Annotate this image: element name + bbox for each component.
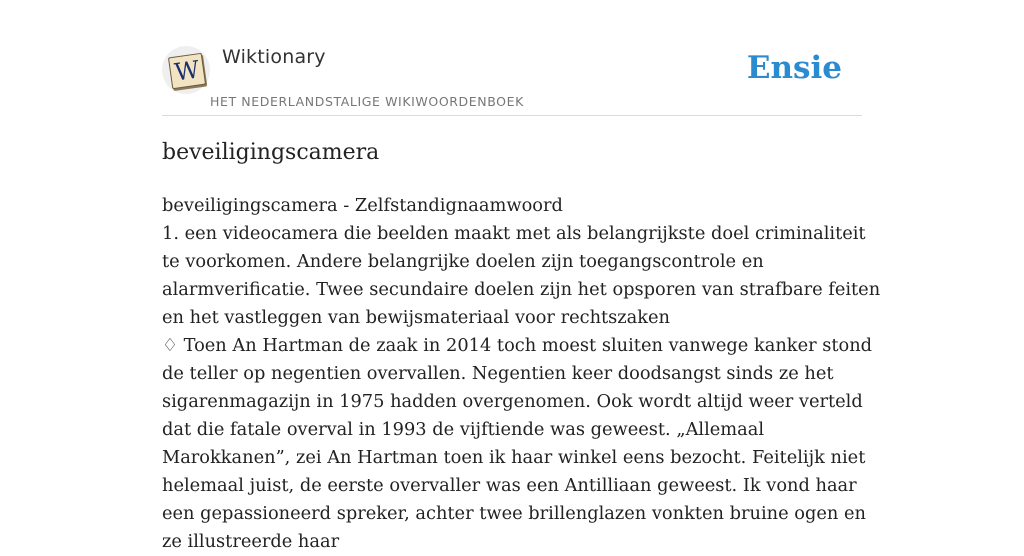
ensie-brand-link[interactable]: Ensie (746, 50, 842, 86)
site-subtitle: HET NEDERLANDSTALIGE WIKIWOORDENBOEK (210, 94, 524, 109)
word-type-line: beveiligingscamera - Zelfstandignaamwoord (162, 195, 563, 216)
logo-tile-icon (168, 53, 206, 89)
example-quote: ♢ Toen An Hartman de zaak in 2014 toch moest sluiten vanwege kanker stond de teller op negentien overvallen. Negentien keer doodsangst sinds ze het sigarenmagazijn in 1975 hadden overgenomen. Ook wordt altijd weer verteld dat die fatale overval in 1993 de vijftiende was geweest. „Allemaal Marokkanen”, zei An Hartman toen ik haar winkel eens bezocht. Feitelijk niet helemaal juist, de eerste overvaller was een Antilliaan geweest. Ik vond haar een gepassioneerd spreker, achter twee brillenglazen vonkten bruine ogen en ze illustreerde haar (162, 335, 873, 552)
wiktionary-logo[interactable] (162, 46, 210, 94)
site-header (162, 40, 862, 116)
entry-content (162, 192, 882, 556)
definition-text: 1. een videocamera die beelden maakt met als belangrijkste doel criminaliteit te voorkomen. Andere belangrijke doelen zijn toegangscontrole en alarmverificatie. Twee secundaire doelen zijn het opsporen van strafbare feiten en het vastleggen van bewijsmateriaal voor rechtszaken (162, 223, 881, 328)
page-title: beveiligingscamera (162, 140, 380, 165)
logo-letter: W (172, 55, 202, 87)
site-name[interactable]: Wiktionary (222, 46, 326, 68)
